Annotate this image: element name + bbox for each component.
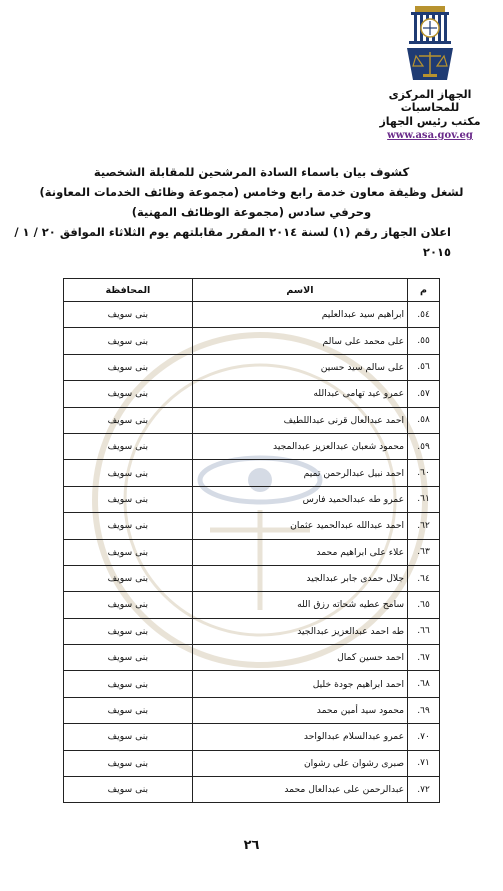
row-governorate: بنى سويف	[64, 433, 193, 459]
table-row	[64, 592, 440, 618]
table-row	[64, 539, 440, 565]
table-row	[64, 328, 440, 354]
row-name: سامح عطيه شحاته رزق الله	[192, 592, 407, 618]
page-number: ٢٦	[243, 838, 260, 853]
asa-emblem-icon	[401, 4, 459, 86]
row-governorate: بنى سويف	[64, 513, 193, 539]
row-num: ٥٤.	[408, 302, 440, 328]
row-num: ٥٥.	[408, 328, 440, 354]
row-name: عمرو عبدالسلام عبدالواحد	[192, 724, 407, 750]
table-row	[64, 645, 440, 671]
table-row	[64, 618, 440, 644]
row-name: احمد ابراهيم جودة خليل	[192, 671, 407, 697]
row-num: ٥٨.	[408, 407, 440, 433]
row-governorate: بنى سويف	[64, 486, 193, 512]
row-governorate: بنى سويف	[64, 592, 193, 618]
row-governorate: بنى سويف	[64, 407, 193, 433]
table-row	[64, 460, 440, 486]
row-name: احمد عبدالعال قرنى عبداللطيف	[192, 407, 407, 433]
row-name: عمرو طه عبدالحميد فارس	[192, 486, 407, 512]
row-governorate: بنى سويف	[64, 618, 193, 644]
row-governorate: بنى سويف	[64, 671, 193, 697]
table-row	[64, 671, 440, 697]
row-governorate: بنى سويف	[64, 539, 193, 565]
row-name: علاء على ابراهيم محمد	[192, 539, 407, 565]
announcement-line: اعلان الجهاز رقم (١) لسنة ٢٠١٤ المقرر مقابلتهم يوم الثلاثاء الموافق ٢٠ / ١ / ٢٠١٥	[14, 225, 451, 259]
row-name: صبرى رشوان على رشوان	[192, 750, 407, 776]
row-name: محمود سيد أمين محمد	[192, 697, 407, 723]
row-name: طه احمد عبدالعزيز عبدالجيد	[192, 618, 407, 644]
row-num: ٧٠.	[408, 724, 440, 750]
table-header-row	[64, 279, 440, 302]
header-governorate: المحافظة	[64, 279, 193, 302]
office-name: مكتب رئيس الجهاز	[379, 115, 481, 128]
row-governorate: بنى سويف	[64, 750, 193, 776]
row-name: على سالم سيد حسين	[192, 354, 407, 380]
org-name: الجهاز المركزى للمحاسبات	[388, 88, 472, 114]
table-row	[64, 513, 440, 539]
table-row	[64, 777, 440, 803]
row-num: ٦٤.	[408, 565, 440, 591]
row-name: عبدالرحمن على عبدالعال محمد	[192, 777, 407, 803]
table-row	[64, 354, 440, 380]
row-num: ٦٢.	[408, 513, 440, 539]
row-name: على محمد على سالم	[192, 328, 407, 354]
row-num: ٦٣.	[408, 539, 440, 565]
table-row	[64, 750, 440, 776]
row-num: ٥٦.	[408, 354, 440, 380]
row-name: احمد نبيل عبدالرحمن تميم	[192, 460, 407, 486]
row-num: ٧٢.	[408, 777, 440, 803]
row-num: ٦٦.	[408, 618, 440, 644]
row-num: ٦٧.	[408, 645, 440, 671]
row-name: جلال حمدى جابر عبدالجيد	[192, 565, 407, 591]
header-num: م	[408, 279, 440, 302]
row-governorate: بنى سويف	[64, 328, 193, 354]
row-governorate: بنى سويف	[64, 697, 193, 723]
table-row	[64, 407, 440, 433]
row-governorate: بنى سويف	[64, 354, 193, 380]
website-link[interactable]: www.asa.gov.eg	[387, 130, 473, 141]
row-name: احمد عبدالله عبدالحميد عثمان	[192, 513, 407, 539]
title-line-1: كشوف بيان باسماء السادة المرشحين للمقابلة الشخصية	[93, 165, 410, 179]
title-line-3: وحرفي سادس (مجموعة الوظائف المهنية)	[131, 205, 372, 219]
candidates-table-wrap	[63, 278, 440, 803]
row-num: ٧١.	[408, 750, 440, 776]
row-governorate: بنى سويف	[64, 645, 193, 671]
header-block	[365, 4, 495, 141]
row-name: محمود شعبان عبدالعزيز عبدالمجيد	[192, 433, 407, 459]
row-name: عمرو عيد تهامى عبدالله	[192, 381, 407, 407]
document-titles	[0, 162, 503, 262]
title-line-2: لشغل وظيفة معاون خدمة رابع وخامس (مجموعة وظائف الخدمات المعاونة)	[39, 185, 464, 199]
row-num: ٦٠.	[408, 460, 440, 486]
row-governorate: بنى سويف	[64, 302, 193, 328]
row-num: ٦٥.	[408, 592, 440, 618]
table-row	[64, 565, 440, 591]
row-governorate: بنى سويف	[64, 777, 193, 803]
table-row	[64, 302, 440, 328]
table-row	[64, 724, 440, 750]
table-row	[64, 486, 440, 512]
row-name: ابراهيم سيد عبدالعليم	[192, 302, 407, 328]
header-name: الاسم	[192, 279, 407, 302]
table-row	[64, 433, 440, 459]
table-row	[64, 381, 440, 407]
row-num: ٥٩.	[408, 433, 440, 459]
candidates-table	[63, 278, 440, 803]
row-num: ٥٧.	[408, 381, 440, 407]
row-governorate: بنى سويف	[64, 381, 193, 407]
row-governorate: بنى سويف	[64, 724, 193, 750]
row-governorate: بنى سويف	[64, 565, 193, 591]
row-num: ٦٨.	[408, 671, 440, 697]
table-row	[64, 697, 440, 723]
row-name: احمد حسين كمال	[192, 645, 407, 671]
row-governorate: بنى سويف	[64, 460, 193, 486]
row-num: ٦١.	[408, 486, 440, 512]
row-num: ٦٩.	[408, 697, 440, 723]
